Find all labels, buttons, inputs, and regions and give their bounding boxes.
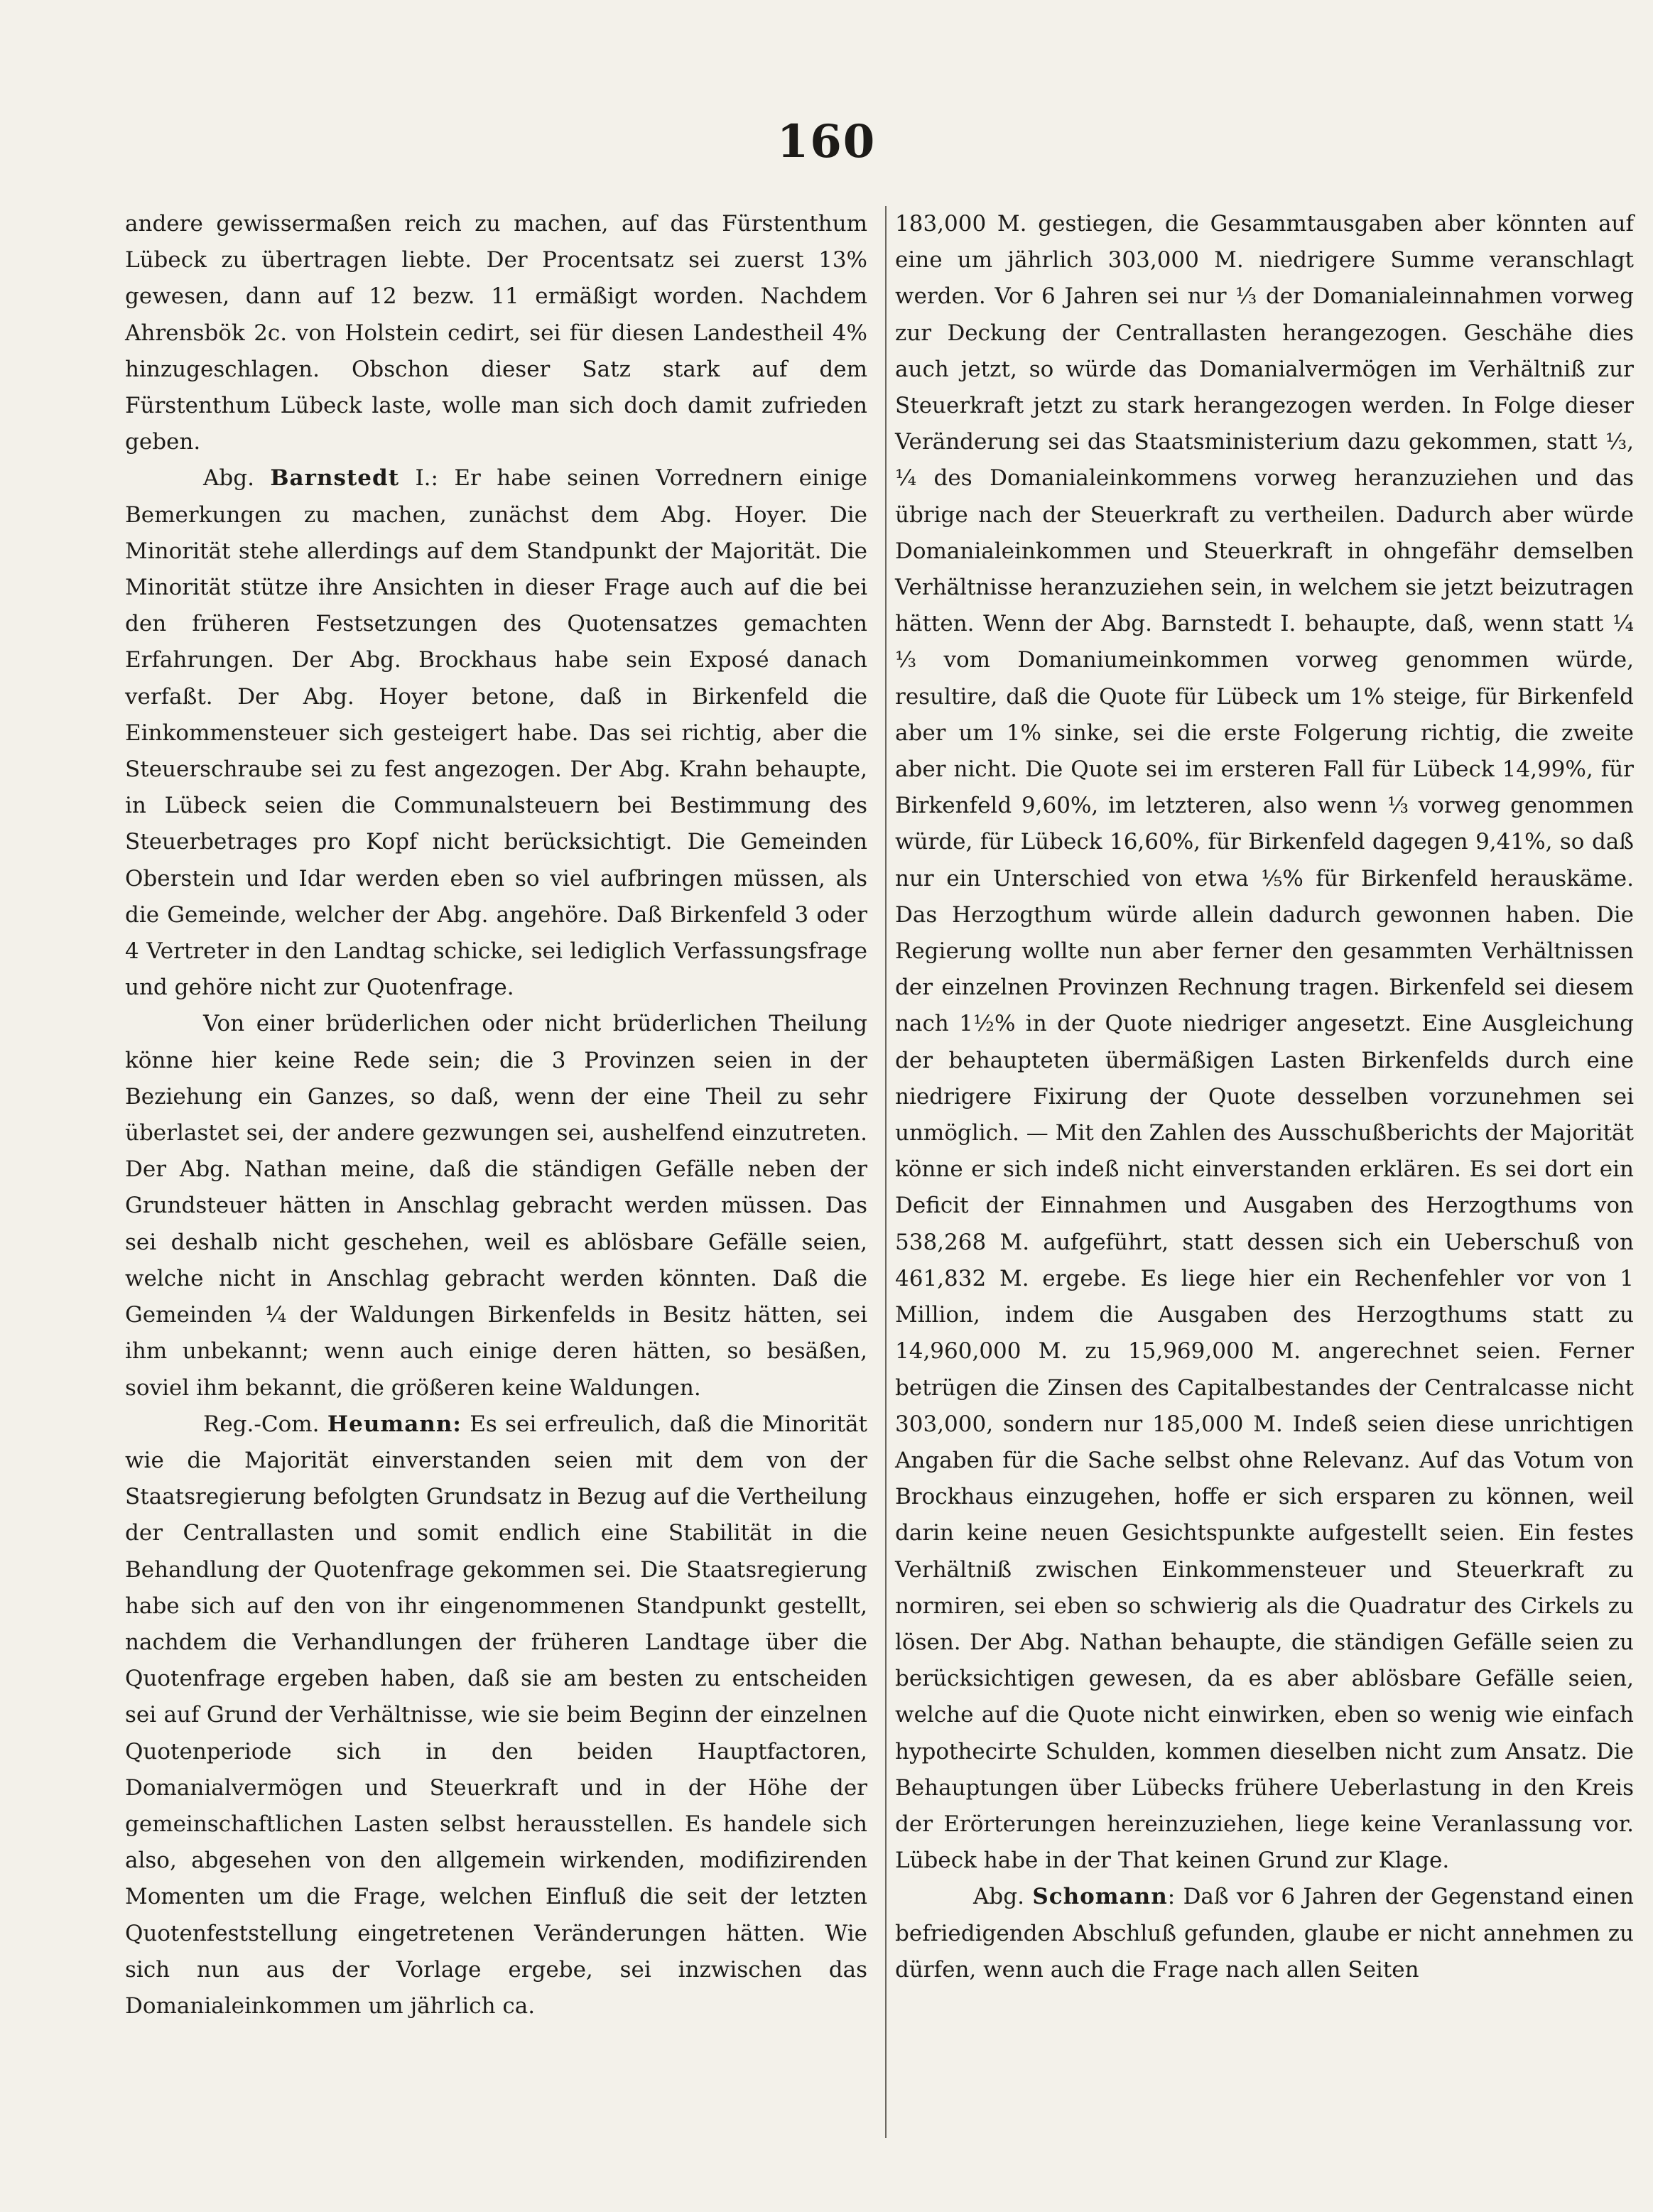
left-column [125, 206, 867, 2024]
paragraph [125, 460, 867, 1006]
speaker-name: Heumann: [327, 1411, 462, 1437]
column-divider [885, 206, 887, 2138]
paragraph [895, 1879, 1634, 1988]
right-column [895, 206, 1634, 1988]
speaker-name: Schomann [1032, 1884, 1168, 1910]
page-number: 160 [776, 115, 877, 168]
speaker-title: Abg. [203, 465, 254, 492]
speaker-name: Barnstedt [270, 465, 400, 492]
paragraph [125, 1406, 867, 2024]
paragraph: Von einer brüderlichen oder nicht brüderlichen Theilung könne hier keine Rede sein; die 3 Provinzen seien in der Beziehung ein Ganzes, so daß, wenn der eine Theil zu sehr überlastet sei, der andere gezwungen sei, aushelfend einzutreten. Der Abg. Nathan meine, daß die ständigen Gefälle neben der Grundsteuer hätten in Anschlag gebracht werden müssen. Das sei deshalb nicht geschehen, weil es ablösbare Gefälle seien, welche nicht in Anschlag gebracht werden könnten. Daß die Gemeinden ¼ der Waldungen Birkenfelds in Besitz hätten, sei ihm unbekannt; wenn auch einige deren hätten, so besäßen, soviel ihm bekannt, die größeren keine Waldungen. [125, 1011, 867, 1401]
paragraph-text: I.: Er habe seinen Vorrednern einige Bemerkungen zu machen, zunächst dem Abg. Hoyer. Die Minorität stehe allerdings auf dem Standpunkt der Majorität. Die Minorität stütze ihre Ansichten in dieser Frage auch auf die bei den früheren Festsetzungen des Quotensatzes gemachten Erfahrungen. Der Abg. Brockhaus habe sein Exposé danach verfaßt. Der Abg. Hoyer betone, daß in Birkenfeld die Einkommensteuer sich gesteigert habe. Das sei richtig, aber die Steuerschraube sei zu fest angezogen. Der Abg. Krahn behaupte, in Lübeck seien die Communalsteuern bei Bestimmung des Steuerbetrages pro Kopf nicht berücksichtigt. Die Gemeinden Oberstein und Idar werden eben so viel aufbringen müssen, als die Gemeinde, welcher der Abg. angehöre. Daß Birkenfeld 3 oder 4 Vertreter in den Landtag schicke, sei lediglich Verfassungsfrage und gehöre nicht zur Quotenfrage. [125, 465, 868, 1001]
paragraph: 183,000 M. gestiegen, die Gesammtausgaben aber könnten auf eine um jährlich 303,000 M. niedrigere Summe veranschlagt werden. Vor 6 Jahren sei nur ⅓ der Domanialeinnahmen vorweg zur Deckung der Centrallasten herangezogen. Geschähe dies auch jetzt, so würde das Domanialvermögen im Verhältniß zur Steuerkraft jetzt zu stark herangezogen werden. In Folge dieser Veränderung sei das Staatsministerium dazu gekommen, statt ⅓, ¼ des Domanialeinkommens vorweg heranzuziehen und das übrige nach der Steuerkraft zu vertheilen. Dadurch aber würde Domanialeinkommen und Steuerkraft in ohngefähr demselben Verhältnisse heranzuziehen sein, in welchem sie jetzt beizutragen hätten. Wenn der Abg. Barnstedt I. behaupte, daß, wenn statt ¼ ⅓ vom Domaniumeinkommen vorweg genommen würde, resultire, daß die Quote für Lübeck um 1% steige, für Birkenfeld aber um 1% sinke, sei die erste Folgerung richtig, die zweite aber nicht. Die Quote sei im ersteren Fall für Lübeck 14,99%, für Birkenfeld 9,60%, im letzteren, also wenn ⅓ vorweg genommen würde, für Lübeck 16,60%, für Birkenfeld dagegen 9,41%, so daß nur ein Unterschied von etwa ⅕% für Birkenfeld herauskäme. Das Herzogthum würde allein dadurch gewonnen haben. Die Regierung wollte nun aber ferner den gesammten Verhältnissen der einzelnen Provinzen Rechnung tragen. Birkenfeld sei diesem nach 1½% in der Quote niedriger angesetzt. Eine Ausgleichung der behaupteten übermäßigen Lasten Birkenfelds durch eine niedrigere Fixirung der Quote desselben vorzunehmen sei unmöglich. — Mit den Zahlen des Ausschußberichts der Majorität könne er sich indeß nicht einverstanden erklären. Es sei dort ein Deficit der Einnahmen und Ausgaben des Herzogthums von 538,268 M. aufgeführt, statt dessen sich ein Ueberschuß von 461,832 M. ergebe. Es liege hier ein Rechenfehler vor von 1 Million, indem die Ausgaben des Herzogthums statt zu 14,960,000 M. zu 15,969,000 M. angerechnet seien. Ferner betrügen die Zinsen des Capitalbestandes der Centralcasse nicht 303,000, sondern nur 185,000 M. Indeß seien diese unrichtigen Angaben für die Sache selbst ohne Relevanz. Auf das Votum von Brockhaus einzugehen, hoffe er sich ersparen zu können, weil darin keine neuen Gesichtspunkte aufgestellt seien. Ein festes Verhältniß zwischen Einkommensteuer und Steuerkraft zu normiren, sei eben so schwierig als die Quadratur des Cirkels zu lösen. Der Abg. Nathan behaupte, die ständigen Gefälle seien zu berücksichtigen gewesen, da es aber ablösbare Gefälle seien, welche auf die Quote nicht einwirken, eben so wenig wie einfach hypothecirte Schulden, kommen dieselben nicht zum Ansatz. Die Behauptungen über Lübecks frühere Ueberlastung in den Kreis der Erörterungen hereinzuziehen, liege keine Veranlassung vor. Lübeck habe in der That keinen Grund zur Klage. [895, 211, 1634, 1874]
paragraph-text: : Daß vor 6 Jahren der Gegenstand einen befriedigenden Abschluß gefunden, glaube er nicht annehmen zu dürfen, wenn auch die Frage nach allen Seiten [895, 1884, 1634, 1983]
paragraph: andere gewissermaßen reich zu machen, auf das Fürstenthum Lübeck zu übertragen liebte. Der Procentsatz sei zuerst 13% gewesen, dann auf 12 bezw. 11 ermäßigt worden. Nachdem Ahrensbök 2c. von Holstein cedirt, sei für diesen Landestheil 4% hinzugeschlagen. Obschon dieser Satz stark auf dem Fürstenthum Lübeck laste, wolle man sich doch damit zufrieden geben. [125, 211, 867, 455]
paragraph-text: Es sei erfreulich, daß die Minorität wie die Majorität einverstanden seien mit dem von der Staatsregierung befolgten Grundsatz in Bezug auf die Vertheilung der Centrallasten und somit endlich eine Stabilität in die Behandlung der Quotenfrage gekommen sei. Die Staatsregierung habe sich auf den von ihr eingenommenen Standpunkt gestellt, nachdem die Verhandlungen der früheren Landtage über die Quotenfrage ergeben haben, daß sie am besten zu entscheiden sei auf Grund der Verhältnisse, wie sie beim Beginn der einzelnen Quotenperiode sich in den beiden Hauptfactoren, Domanialvermögen und Steuerkraft und in der Höhe der gemeinschaftlichen Lasten selbst herausstellen. Es handele sich also, abgesehen von den allgemein wirkenden, modifizirenden Momenten um die Frage, welchen Einfluß die seit der letzten Quotenfeststellung eingetretenen Veränderungen hätten. Wie sich nun aus der Vorlage ergebe, sei inzwischen das Domanialeinkommen um jährlich ca. [125, 1411, 867, 2019]
speaker-title: Reg.-Com. [203, 1411, 320, 1437]
speaker-title: Abg. [973, 1884, 1024, 1910]
